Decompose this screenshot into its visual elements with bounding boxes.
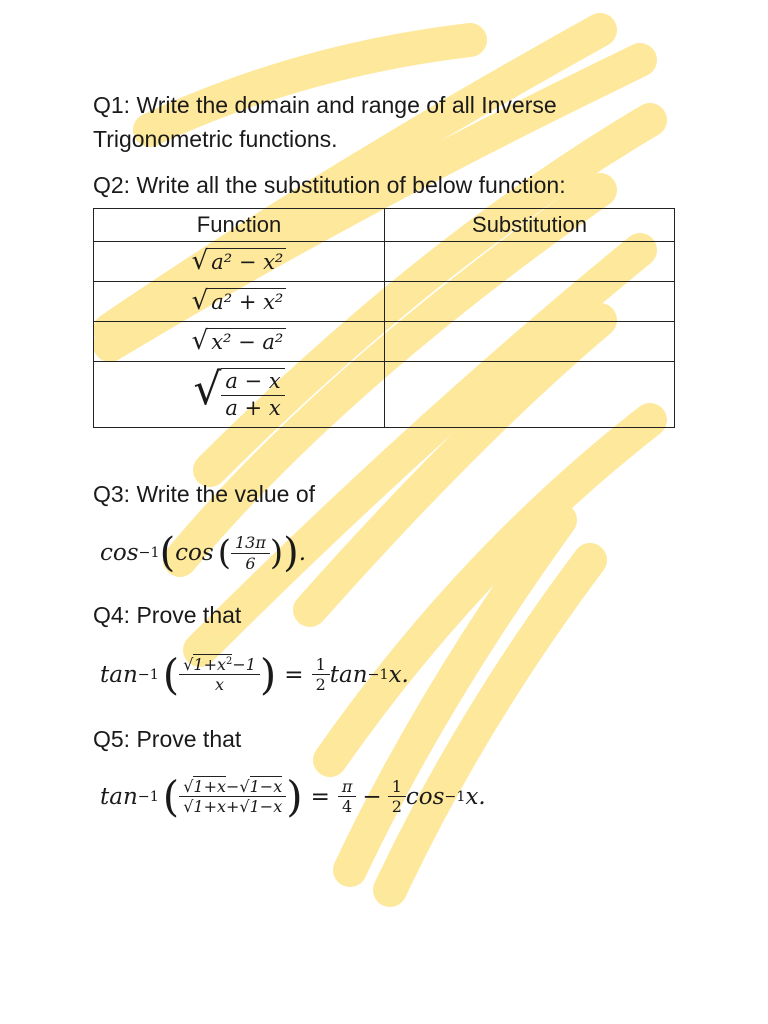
cos-function: cos <box>405 783 445 810</box>
inverse-exponent: −1 <box>137 788 159 805</box>
cos-function: cos <box>175 540 214 566</box>
function-cell <box>94 242 385 282</box>
fraction <box>179 655 260 694</box>
table-row <box>94 322 675 362</box>
right-paren: ) <box>286 772 303 821</box>
table-row <box>94 242 675 282</box>
function-header: Function <box>94 209 385 242</box>
substitution-cell <box>385 322 675 362</box>
radical-sign: √ <box>193 364 222 416</box>
question-1-line-1: Q1: Write the domain and range of all Inverse <box>93 92 557 118</box>
minus-one: −1 <box>232 654 256 674</box>
square-exponent: 2 <box>226 655 233 667</box>
half-fraction <box>388 777 406 816</box>
inverse-exponent: −1 <box>444 788 466 805</box>
radicand: 1+x <box>193 654 226 674</box>
q3-expression <box>100 530 306 576</box>
left-paren: ( <box>162 772 180 821</box>
radical-sign: √ <box>239 797 250 816</box>
minus-sign: − <box>226 776 240 796</box>
inverse-exponent: −1 <box>137 666 159 683</box>
question-3: Q3: Write the value of <box>93 481 316 507</box>
question-5: Q5: Prove that <box>93 726 242 752</box>
question-2: Q2: Write all the substitution of below function: <box>93 172 566 198</box>
fraction-denominator <box>179 797 286 816</box>
right-paren: ) <box>259 650 277 699</box>
radicand: 1−x <box>249 776 283 796</box>
fraction-numerator: 1 <box>388 777 406 797</box>
substitution-cell <box>385 242 675 282</box>
fraction-numerator <box>179 777 286 797</box>
inverse-exponent: −1 <box>138 545 160 561</box>
table-header-row <box>94 209 675 242</box>
sqrt-fraction-expression <box>193 364 284 420</box>
function-cell <box>94 362 385 428</box>
fraction-denominator: a + x <box>225 395 281 420</box>
right-paren: ) <box>283 530 299 576</box>
fraction-numerator <box>179 655 260 675</box>
tan-function: tan <box>100 661 138 688</box>
pi-over-four-fraction <box>338 777 357 816</box>
function-cell <box>94 282 385 322</box>
question-1-line-2: Trigonometric functions. <box>93 126 338 152</box>
substitution-table <box>93 208 675 428</box>
fraction-denominator: 6 <box>245 553 256 573</box>
table-row <box>94 282 675 322</box>
radical-sign: √ <box>183 776 194 796</box>
q5-expression <box>100 772 486 821</box>
radicand: 1+x <box>193 797 226 816</box>
variable-x: x. <box>388 661 409 688</box>
fraction <box>179 777 286 816</box>
fraction-numerator: a − x <box>221 369 284 395</box>
left-paren: ( <box>162 650 180 699</box>
fraction-denominator: 2 <box>315 675 326 694</box>
radical-sign: √ <box>191 285 209 316</box>
fraction-denominator: 2 <box>391 797 402 816</box>
fraction-denominator: 4 <box>342 797 353 816</box>
radicand: 1−x <box>249 797 283 816</box>
left-paren: ( <box>159 530 176 576</box>
cos-function: cos <box>100 540 139 566</box>
radical-sign: √ <box>183 797 194 816</box>
substitution-cell <box>385 362 675 428</box>
minus-sign: − <box>362 783 382 810</box>
sqrt-expression <box>191 285 287 316</box>
fraction-numerator: 13π <box>231 533 270 553</box>
plus-sign: + <box>226 797 240 816</box>
variable-x: x. <box>465 783 486 810</box>
radical-sign: √ <box>191 245 209 276</box>
left-paren: ( <box>217 533 231 573</box>
equals-sign: = <box>284 661 304 688</box>
period: . <box>298 540 307 566</box>
radicand: a² + x² <box>208 288 286 315</box>
substitution-cell <box>385 282 675 322</box>
radical-sign: √ <box>183 654 194 674</box>
radical-sign: √ <box>191 325 209 356</box>
fraction-numerator: 1 <box>312 655 330 675</box>
fraction-denominator: x <box>215 675 225 694</box>
table-row <box>94 362 675 428</box>
radicand: x² − a² <box>208 328 286 355</box>
q4-expression <box>100 650 409 699</box>
inverse-exponent: −1 <box>367 666 389 683</box>
fraction-numerator: π <box>338 777 357 797</box>
sqrt-expression <box>191 245 287 276</box>
half-fraction <box>312 655 330 694</box>
equals-sign: = <box>310 783 330 810</box>
tan-function: tan <box>100 783 138 810</box>
tan-function: tan <box>329 661 368 688</box>
fraction <box>221 368 284 420</box>
substitution-header: Substitution <box>385 209 675 242</box>
function-cell <box>94 322 385 362</box>
radicand: 1+x <box>193 776 226 796</box>
radical-sign: √ <box>239 776 250 796</box>
radicand: a² − x² <box>208 248 286 275</box>
sqrt-expression <box>191 325 287 356</box>
right-paren: ) <box>269 533 284 573</box>
question-4: Q4: Prove that <box>93 602 242 628</box>
fraction <box>231 533 270 572</box>
